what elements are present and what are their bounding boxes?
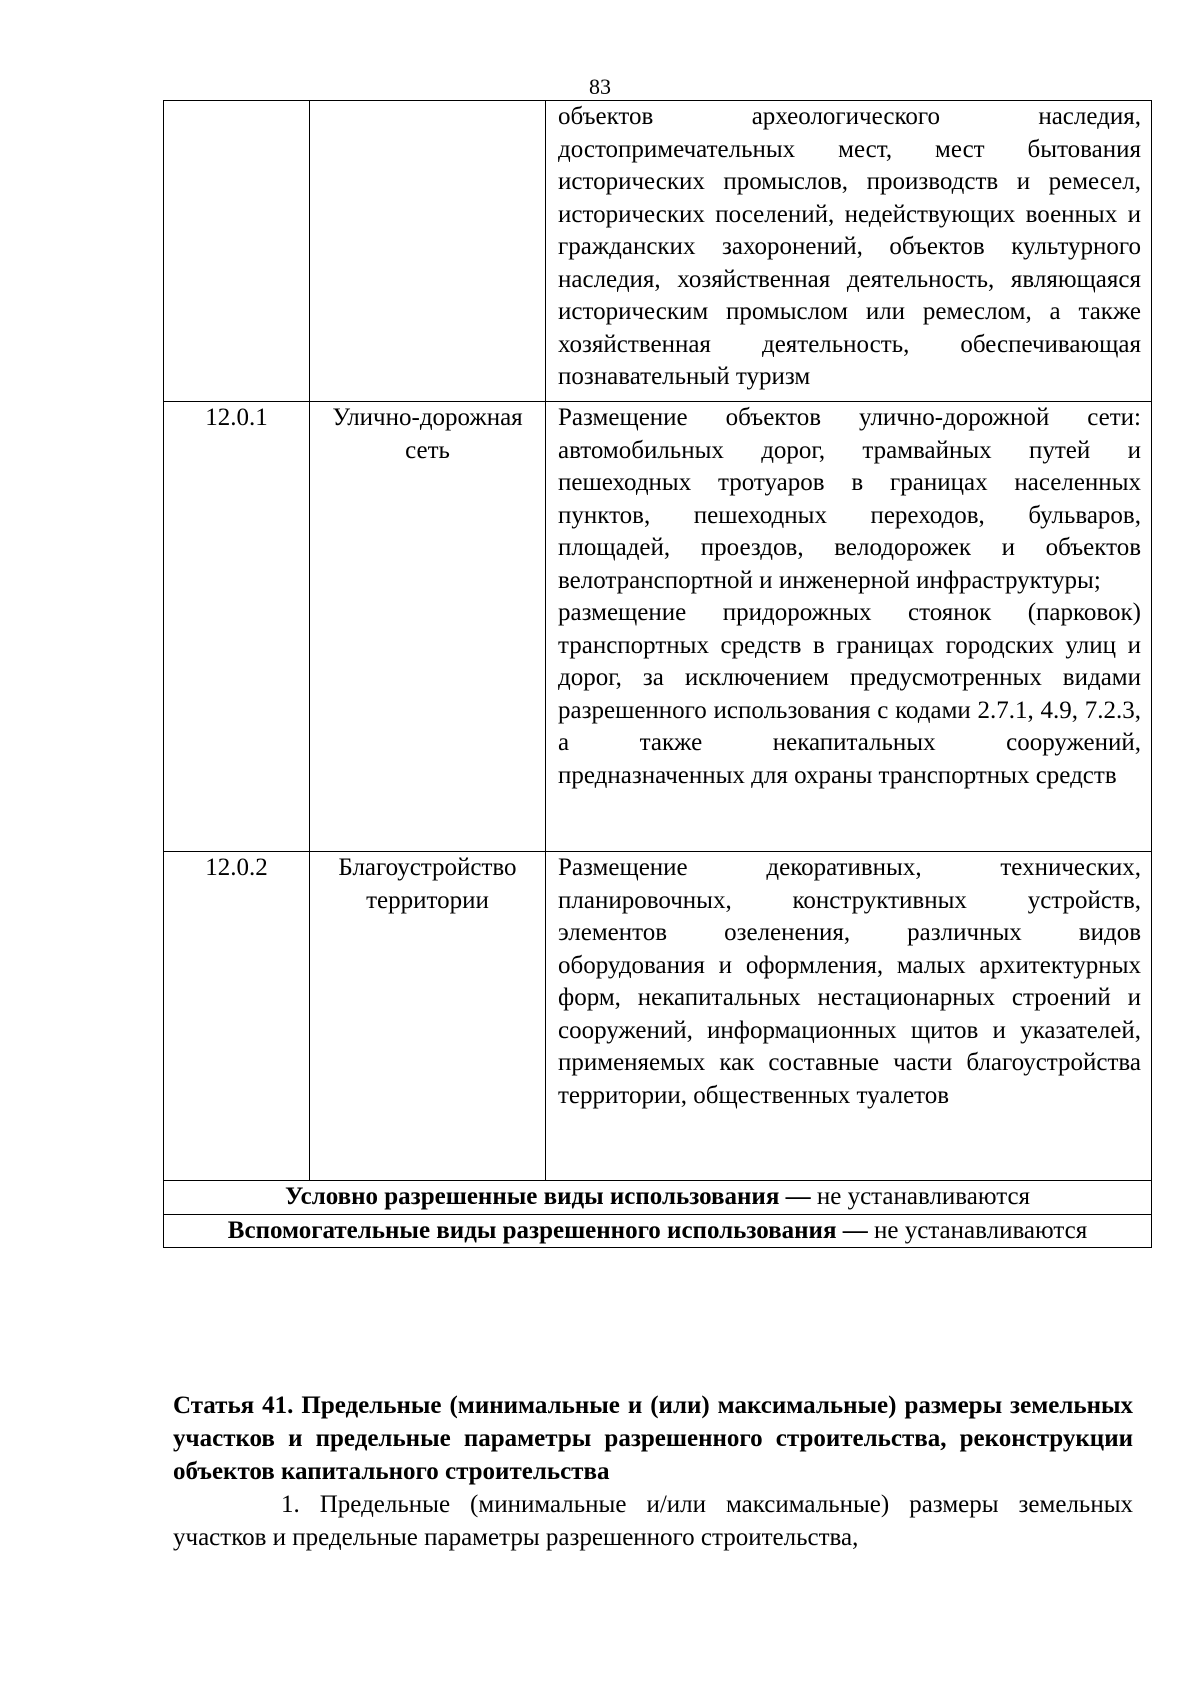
conditional-uses-cell [164, 1181, 1152, 1215]
article-paragraph: 1. Предельные (минимальные и/или максимальные) размеры земельных участков и предельные параметры разрешенного строительства, [173, 1491, 1133, 1551]
conditional-uses-value: не устанавливаются [810, 1183, 1031, 1210]
auxiliary-uses-label: Вспомогательные виды разрешенного использования — [227, 1216, 868, 1244]
auxiliary-uses-cell [164, 1214, 1152, 1248]
table-row [164, 852, 1152, 1181]
conditional-uses-label: Условно разрешенные виды использования — [284, 1183, 811, 1210]
table-row [164, 402, 1152, 852]
article-section [173, 1389, 1133, 1554]
code-cell: 12.0.1 [164, 402, 310, 852]
description-paragraph: объектов археологического наследия, достопримечательных мест, мест бытования исторических промыслов, производств и ремесел, исторических поселений, недействующих военных и гражданских захоронений, объектов культурного наследия, хозяйственная деятельность, являющаяся историческим промыслом или ремеслом, а также хозяйственная деятельность, обеспечивающая познавательный туризм [558, 103, 1141, 390]
name-cell: Улично-дорожная сеть [310, 402, 546, 852]
code-cell [164, 101, 310, 402]
auxiliary-uses-row [164, 1214, 1152, 1248]
land-use-table [163, 100, 1152, 1248]
name-cell: Благоустройство территории [310, 852, 546, 1181]
description-paragraph: Размещение объектов улично-дорожной сети: автомобильных дорог, трамвайных путей и пешеходных тротуаров в границах населенных пунктов, пешеходных переходов, бульваров, площадей, проездов, велодорожек и объектов велотранспортной и инженерной инфраструктуры; [558, 404, 1141, 594]
page-number: 83 [589, 74, 611, 99]
article-title: Статья 41. Предельные (минимальные и (или) максимальные) размеры земельных участков и предельные параметры разрешенного строительства, реконструкции объектов капитального строительства [173, 1392, 1133, 1485]
auxiliary-uses-value: не устанавливаются [867, 1216, 1088, 1244]
description-cell [546, 101, 1152, 402]
description-cell [546, 402, 1152, 852]
description-paragraph: Размещение декоративных, технических, планировочных, конструктивных устройств, элементов озеленения, различных видов оборудования и оформления, малых архитектурных форм, некапитальных нестационарных строений и сооружений, информационных щитов и указателей, применяемых как составные части благоустройства территории, общественных туалетов [558, 854, 1141, 1109]
description-paragraph: размещение придорожных стоянок (парковок) транспортных средств в границах городских улиц и дорог, за исключением предусмотренных видами разрешенного использования с кодами 2.7.1, 4.9, 7.2.3, а также некапитальных сооружений, предназначенных для охраны транспортных средств [558, 599, 1141, 789]
name-cell [310, 101, 546, 402]
code-cell: 12.0.2 [164, 852, 310, 1181]
table-row [164, 101, 1152, 402]
description-cell [546, 852, 1152, 1181]
conditional-uses-row [164, 1181, 1152, 1215]
